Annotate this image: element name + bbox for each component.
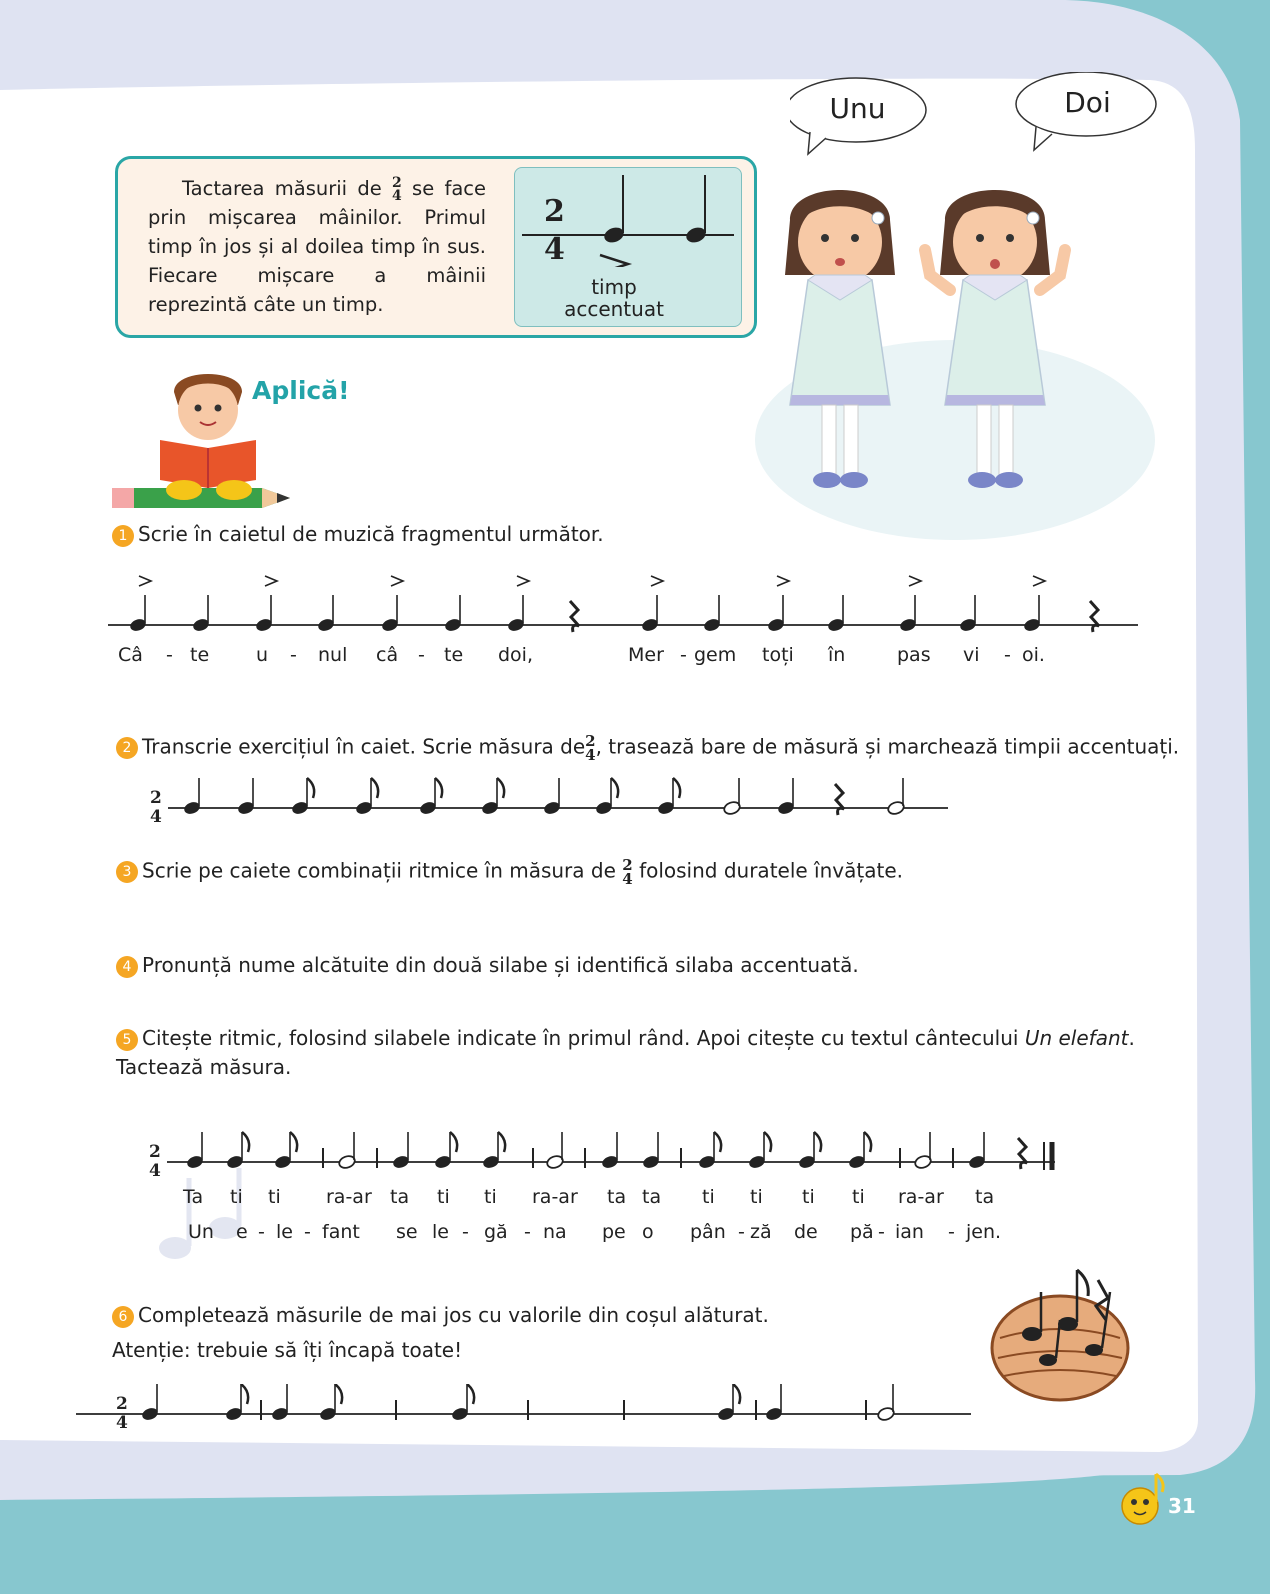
- exercise-1: 1 Scrie în caietul de muzică fragmentul următor.: [112, 522, 604, 547]
- exercise-5-number: 5: [116, 1029, 138, 1051]
- lyric-syllable: -: [166, 644, 173, 666]
- staff-6: [76, 1384, 976, 1444]
- bubble-right-text: Doi: [1064, 86, 1111, 119]
- svg-text:4: 4: [544, 232, 565, 267]
- lyric-syllable: -: [1004, 644, 1011, 666]
- accent-mark: [391, 576, 403, 586]
- song-lyric-syllable: na: [543, 1221, 567, 1243]
- mascot-note-icon: [1112, 1470, 1172, 1530]
- accent-mark: [139, 576, 151, 586]
- rhythm-syllable: ta: [975, 1186, 995, 1208]
- song-lyric-syllable: ză: [750, 1221, 772, 1243]
- song-lyric-syllable: -: [304, 1221, 311, 1243]
- rhythm-syllable: ti: [268, 1186, 281, 1208]
- rhythm-syllable: ti: [802, 1186, 815, 1208]
- lyric-syllable: pas: [897, 644, 931, 666]
- lyric-syllable: câ: [376, 644, 399, 666]
- lyric-syllable: doi,: [498, 644, 534, 666]
- rhythm-syllable: ra-ar: [326, 1186, 372, 1208]
- rhythm-syllable: ra-ar: [532, 1186, 578, 1208]
- staff-2: [148, 772, 968, 837]
- song-lyric-syllable: o: [642, 1221, 654, 1243]
- accent-mark: [1033, 576, 1045, 586]
- song-lyric-syllable: e: [236, 1221, 248, 1243]
- song-lyric-syllable: -: [258, 1221, 265, 1243]
- accent-mark: [777, 576, 789, 586]
- rhythm-syllable: ti: [484, 1186, 497, 1208]
- lyric-syllable: Mer: [628, 644, 664, 666]
- lyric-syllable: oi.: [1022, 644, 1045, 666]
- quarter-rest: [570, 601, 579, 632]
- lyric-syllable: Câ: [118, 644, 143, 666]
- rhythm-syllable: ti: [230, 1186, 243, 1208]
- time-signature-top: 2: [116, 1394, 128, 1414]
- rhythm-syllable: Ta: [183, 1186, 204, 1208]
- lyric-syllable: -: [418, 644, 425, 666]
- song-lyric-syllable: -: [462, 1221, 469, 1243]
- song-lyric-syllable: gă: [484, 1221, 508, 1243]
- lyric-syllable: nul: [318, 644, 348, 666]
- rhythm-syllable: ta: [390, 1186, 410, 1208]
- accent-mark: [909, 576, 921, 586]
- accent-mark: [265, 576, 277, 586]
- exercise-5: 5 Citește ritmic, folosind silabele indicate în primul rând. Apoi citește cu textul cântecului Un elefant. Tactează măsura.: [116, 1026, 1135, 1079]
- song-lyric-syllable: pe: [602, 1221, 626, 1243]
- girls-illustration: [740, 180, 1170, 540]
- rhythm-syllable: ra-ar: [898, 1186, 944, 1208]
- aplica-heading: Aplică!: [252, 376, 350, 405]
- song-lyric-syllable: le: [432, 1221, 449, 1243]
- lyric-syllable: -: [290, 644, 297, 666]
- exercise-1-number: 1: [112, 525, 134, 547]
- quarter-rest: [1090, 601, 1099, 632]
- time-signature-bottom: 4: [150, 807, 162, 827]
- exercise-3-number: 3: [116, 861, 138, 883]
- boy-reading-icon: [112, 370, 292, 515]
- song-lyric-syllable: se: [396, 1221, 418, 1243]
- time-signature-top: 2: [149, 1142, 161, 1162]
- time-signature-bottom: 4: [116, 1413, 128, 1433]
- song-lyric-syllable: de: [794, 1221, 818, 1243]
- song-lyric-syllable: -: [524, 1221, 531, 1243]
- song-lyric-syllable: Un: [188, 1221, 214, 1243]
- rhythm-syllable: ti: [852, 1186, 865, 1208]
- exercise-6-number: 6: [112, 1306, 134, 1328]
- lyric-syllable: în: [828, 644, 846, 666]
- time-signature-bottom: 4: [149, 1161, 161, 1181]
- lyric-syllable: vi: [963, 644, 980, 666]
- song-lyric-syllable: ian: [895, 1221, 924, 1243]
- exercise-3: 3 Scrie pe caiete combinații ritmice în măsura de 2 4 folosind duratele învățate.: [116, 858, 903, 886]
- svg-text:2: 2: [544, 194, 565, 229]
- exercise-4: 4 Pronunță nume alcătuite din două silabe și identifică silaba accentuată.: [116, 953, 859, 978]
- song-lyric-syllable: fant: [322, 1221, 360, 1243]
- song-lyric-syllable: pă: [850, 1221, 874, 1243]
- exercise-6: 6 Completează măsurile de mai jos cu valorile din coșul alăturat. Atenție: trebuie să îți încapă toate!: [112, 1303, 769, 1362]
- rhythm-syllable: ti: [750, 1186, 763, 1208]
- song-lyric-syllable: -: [878, 1221, 885, 1243]
- song-lyric-syllable: -: [738, 1221, 745, 1243]
- bubble-left-text: Unu: [829, 92, 886, 125]
- exercise-4-number: 4: [116, 956, 138, 978]
- song-lyric-syllable: pân: [690, 1221, 726, 1243]
- lyric-syllable: toți: [762, 644, 794, 666]
- lyric-syllable: gem: [694, 644, 737, 666]
- staff-5: [145, 1128, 1065, 1193]
- rhythm-syllable: ti: [702, 1186, 715, 1208]
- lyric-syllable: u: [256, 644, 269, 666]
- page-number: 31: [1168, 1494, 1196, 1518]
- quarter-rest: [1018, 1138, 1027, 1169]
- song-lyric-syllable: -: [948, 1221, 955, 1243]
- rhythm-syllable: ti: [437, 1186, 450, 1208]
- accent-mark: [517, 576, 529, 586]
- rhythm-syllable: ta: [607, 1186, 627, 1208]
- song-lyric-syllable: jen.: [966, 1221, 1002, 1243]
- lyric-syllable: -: [680, 644, 687, 666]
- lyric-syllable: te: [190, 644, 210, 666]
- time-signature-top: 2: [150, 788, 162, 808]
- staff-1: [108, 568, 1143, 643]
- accent-mark: [651, 576, 663, 586]
- exercise-2-number: 2: [116, 737, 138, 759]
- basket-icon: [990, 1260, 1140, 1405]
- info-staff: [514, 167, 742, 267]
- quarter-rest: [835, 784, 844, 815]
- info-text: Tactarea măsurii de 2 4 se face prin mișcarea mâinilor. Primul timp în jos și al doilea timp în sus. Fiecare mișcare a mâinii reprezintă câte un timp.: [148, 174, 487, 316]
- lyric-syllable: te: [444, 644, 464, 666]
- rhythm-syllable: ta: [642, 1186, 662, 1208]
- song-lyric-syllable: le: [276, 1221, 293, 1243]
- accent-label: timp accentuat: [564, 275, 664, 321]
- exercise-2: 2 Transcrie exercițiul în caiet. Scrie măsura de 2 4 , trasează bare de măsură și marchează timpii accentuați.: [116, 734, 1179, 762]
